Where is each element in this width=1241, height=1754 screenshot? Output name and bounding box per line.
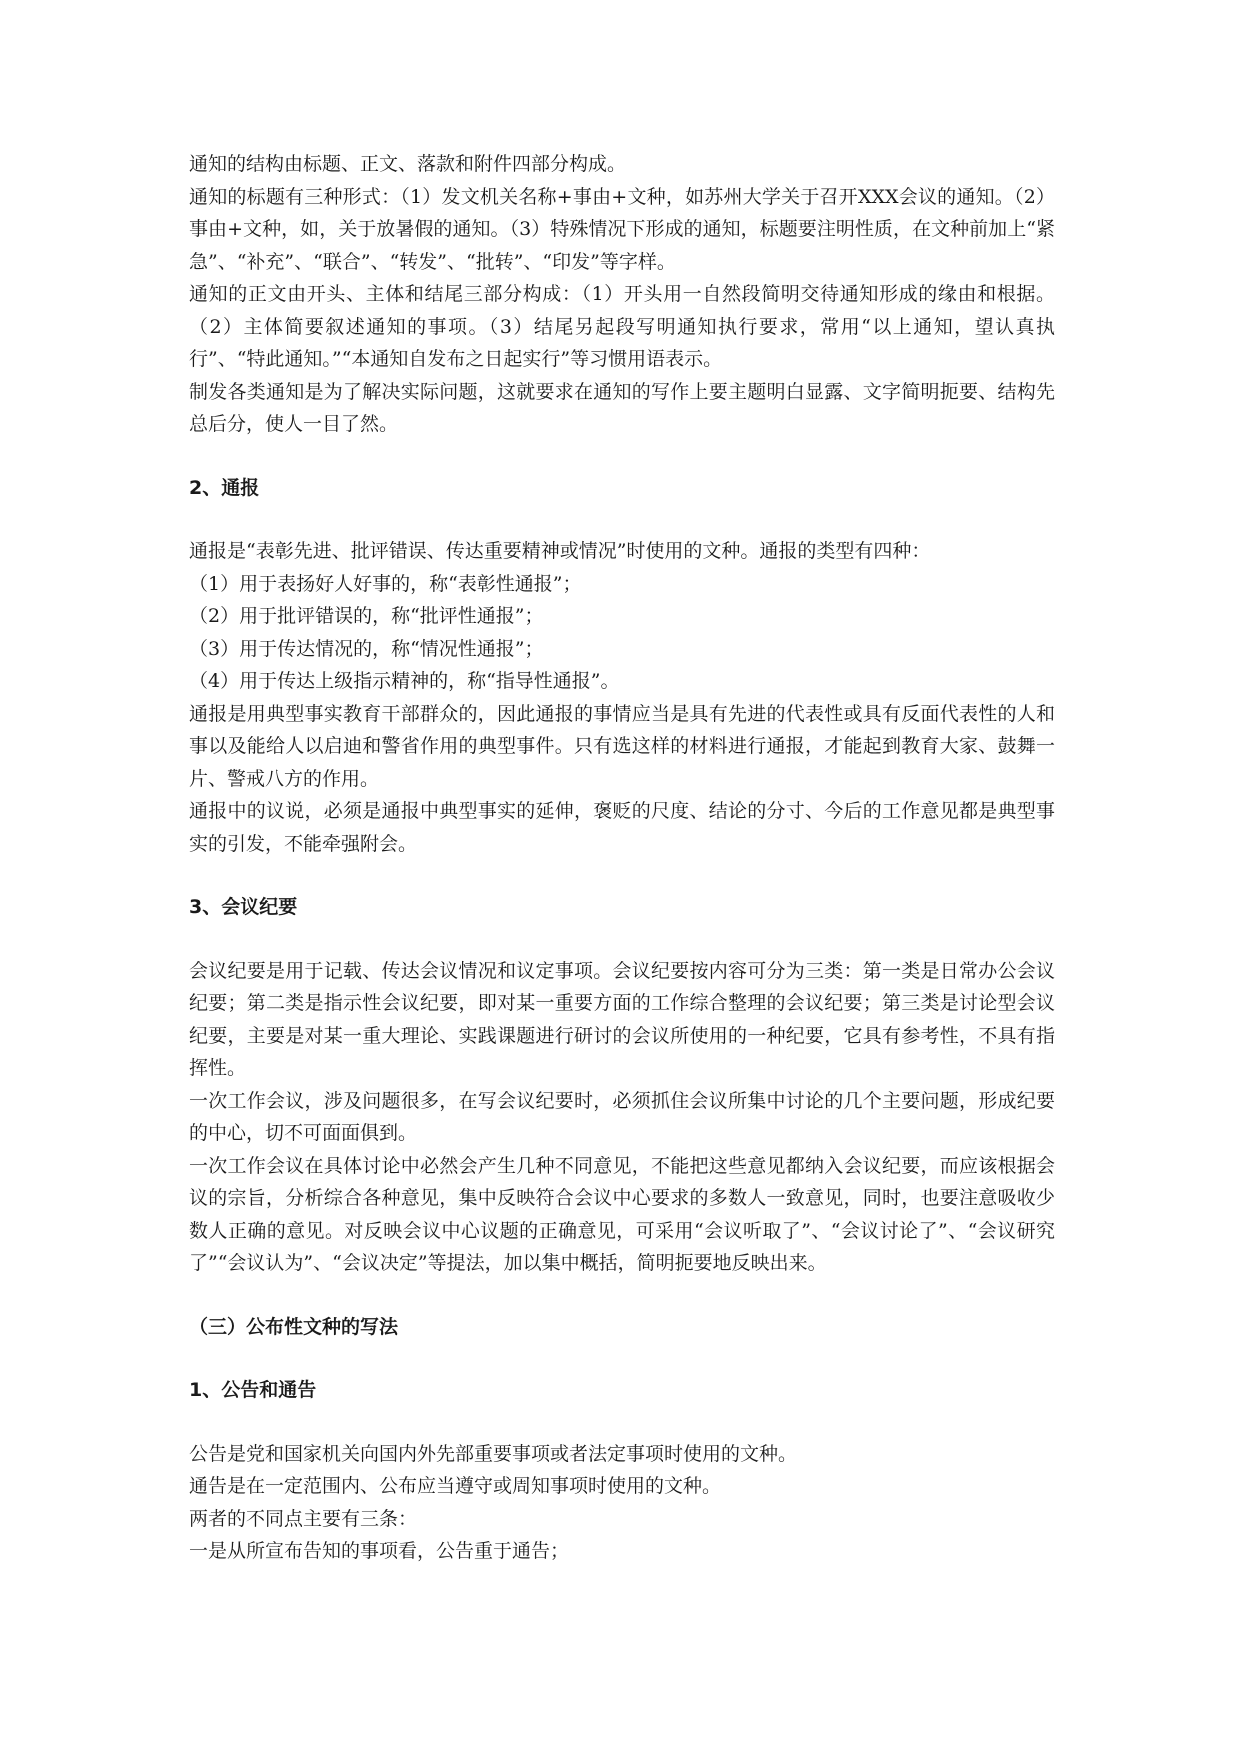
paragraph: 制发各类通知是为了解决实际问题，这就要求在通知的写作上要主题明白显露、文字简明扼要、结构先总后分，使人一目了然。 (189, 380, 1055, 435)
list-item: （1）用于表扬好人好事的，称“表彰性通报”； (189, 572, 582, 595)
paragraph: 一次工作会议，涉及问题很多，在写会议纪要时，必须抓住会议所集中讨论的几个主要问题，形成纪要的中心，切不可面面俱到。 (189, 1089, 1055, 1144)
paragraph: 会议纪要是用于记载、传达会议情况和议定事项。会议纪要按内容可分为三类：第一类是日常办公会议纪要；第二类是指示性会议纪要，即对某一重要方面的工作综合整理的会议纪要；第三类是讨论型会议纪要，主要是对某一重大理论、实践课题进行研讨的会议所使用的一种纪要，它具有参考性，不具有指挥性。 (189, 959, 1055, 1079)
paragraph: 通知的正文由开头、主体和结尾三部分构成：（1）开头用一自然段简明交待通知形成的缘由和根据。（2）主体简要叙述通知的事项。（3）结尾另起段写明通知执行要求，常用“以上通知，望认真执行”、“特此通知。”“本通知自发布之日起实行”等习惯用语表示。 (189, 283, 1055, 370)
section-heading-gonggao: 1、公告和通告 (189, 1379, 317, 1401)
paragraph: 通报中的议说，必须是通报中典型事实的延伸，褒贬的尺度、结论的分寸、今后的工作意见都是典型事实的引发，不能牵强附会。 (189, 800, 1055, 855)
paragraph: 通告是在一定范围内、公布应当遵守或周知事项时使用的文种。 (189, 1475, 722, 1497)
paragraph: 通知的标题有三种形式：（1）发文机关名称+事由+文种，如苏州大学关于召开XXX会议的通知。（2）事由+文种，如，关于放暑假的通知。（3）特殊情况下形成的通知，标题要注明性质，在文种前加上“紧急”、“补充”、“联合”、“转发”、“批转”、“印发”等字样。 (189, 185, 1055, 273)
paragraph: 通报是“表彰先进、批评错误、传达重要精神或情况”时使用的文种。通报的类型有四种： (189, 540, 931, 562)
list-item: （3）用于传达情况的，称“情况性通报”； (189, 637, 544, 660)
paragraph: 通知的结构由标题、正文、落款和附件四部分构成。 (189, 153, 627, 175)
list-item: （4）用于传达上级指示精神的，称“指导性通报”。 (189, 670, 620, 692)
paragraph: 一次工作会议在具体讨论中必然会产生几种不同意见，不能把这些意见都纳入会议纪要，而应该根据会议的宗旨，分析综合各种意见，集中反映符合会议中心要求的多数人一致意见，同时，也要注意吸收少数人正确的意见。对反映会议中心议题的正确意见，可采用“会议听取了”、“会议讨论了”、“会议研究了”“会议认为”、“会议决定”等提法，加以集中概括，简明扼要地反映出来。 (189, 1154, 1055, 1274)
paragraph: 通报是用典型事实教育干部群众的，因此通报的事情应当是具有先进的代表性或具有反面代表性的人和事以及能给人以启迪和警省作用的典型事件。只有选这样的材料进行通报，才能起到教育大家、鼓舞一片、警戒八方的作用。 (189, 702, 1055, 790)
section-heading-huiyi: 3、会议纪要 (189, 896, 298, 918)
list-item: （2）用于批评错误的，称“批评性通报”； (189, 605, 544, 627)
section-heading-gongbu: （三）公布性文种的写法 (189, 1315, 399, 1338)
paragraph: 一是从所宣布告知的事项看，公告重于通告； (189, 1540, 570, 1562)
section-heading-tongbao: 2、通报 (189, 476, 260, 499)
document-body (189, 148, 1055, 1568)
paragraph: 两者的不同点主要有三条： (189, 1507, 418, 1530)
paragraph: 公告是党和国家机关向国内外先部重要事项或者法定事项时使用的文种。 (189, 1442, 798, 1465)
